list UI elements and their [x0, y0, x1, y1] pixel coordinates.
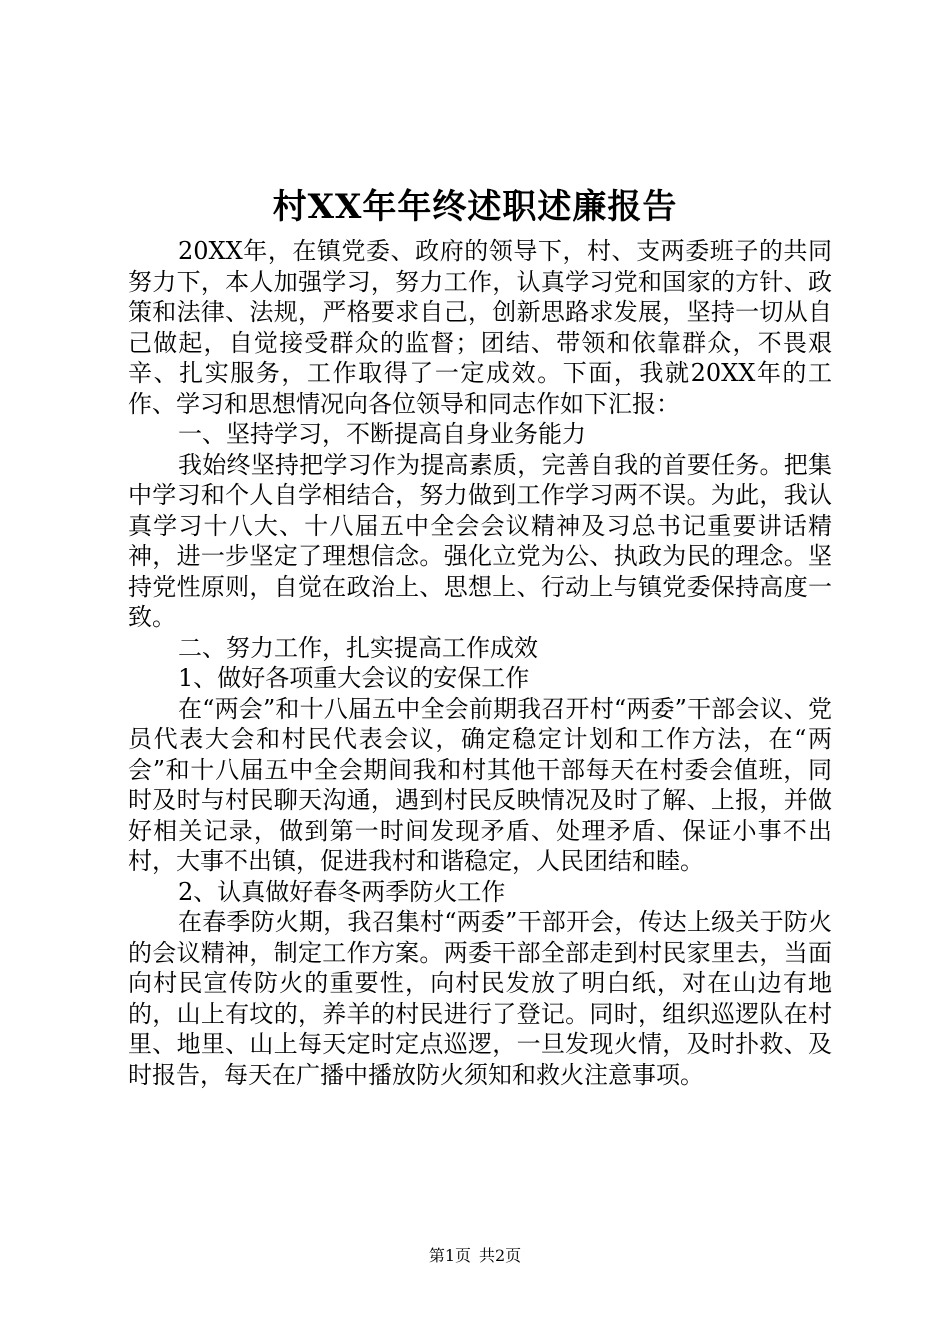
- subsection-1-paragraph: 在“两会”和十八届五中全会前期我召开村“两委”干部会议、党员代表大会和村民代表会议，确定稳定计划和工作方法，在“两会”和十八届五中全会期间我和村其他干部每天在村委会值班，同时及时与村民聊天沟通，遇到村民反映情况及时了解、上报，并做好相关记录，做到第一时间发现矛盾、处理矛盾、保证小事不出村，大事不出镇，促进我村和谐稳定，人民团结和睦。: [128, 694, 832, 875]
- subsection-heading-2: 2、认真做好春冬两季防火工作: [178, 877, 506, 906]
- section-heading-1: 一、坚持学习，不断提高自身业务能力: [178, 420, 586, 448]
- subsection-heading-1: 1、做好各项重大会议的安保工作: [178, 664, 530, 692]
- subsection-2-paragraph: 在春季防火期，我召集村“两委”干部开会，传达上级关于防火的会议精神，制定工作方案。两委干部全部走到村民家里去，当面向村民宣传防火的重要性，向村民发放了明白纸，对在山边有地的，山上有坟的，养羊的村民进行了登记。同时，组织巡逻队在村里、地里、山上每天定时定点巡逻，一旦发现火情，及时扑救、及时报告，每天在广播中播放防火须知和救火注意事项。: [128, 908, 832, 1089]
- document-body: [128, 236, 832, 1090]
- document-title: 村XX年年终述职述廉报告: [272, 187, 678, 227]
- page-number: 第1页: [428, 1246, 471, 1265]
- section-heading-2: 二、努力工作，扎实提高工作成效: [178, 633, 538, 662]
- intro-paragraph: 20XX年，在镇党委、政府的领导下，村、支两委班子的共同努力下，本人加强学习，努力工作，认真学习党和国家的方针、政策和法律、法规，严格要求自己，创新思路求发展，坚持一切从自己做起，自觉接受群众的监督；团结、带领和依靠群众，不畏艰辛、扎实服务，工作取得了一定成效。下面，我就20XX年的工作、学习和思想情况向各位领导和同志作如下汇报：: [128, 237, 832, 418]
- section-1-paragraph: 我始终坚持把学习作为提高素质，完善自我的首要任务。把集中学习和个人自学相结合，努力做到工作学习两不误。为此，我认真学习十八大、十八届五中全会会议精神及习总书记重要讲话精神，进一步坚定了理想信念。强化立党为公、执政为民的理念。坚持党性原则，自觉在政治上、思想上、行动上与镇党委保持高度一致。: [128, 450, 832, 631]
- page-total: 共2页: [479, 1246, 522, 1265]
- page-footer: [0, 1244, 950, 1268]
